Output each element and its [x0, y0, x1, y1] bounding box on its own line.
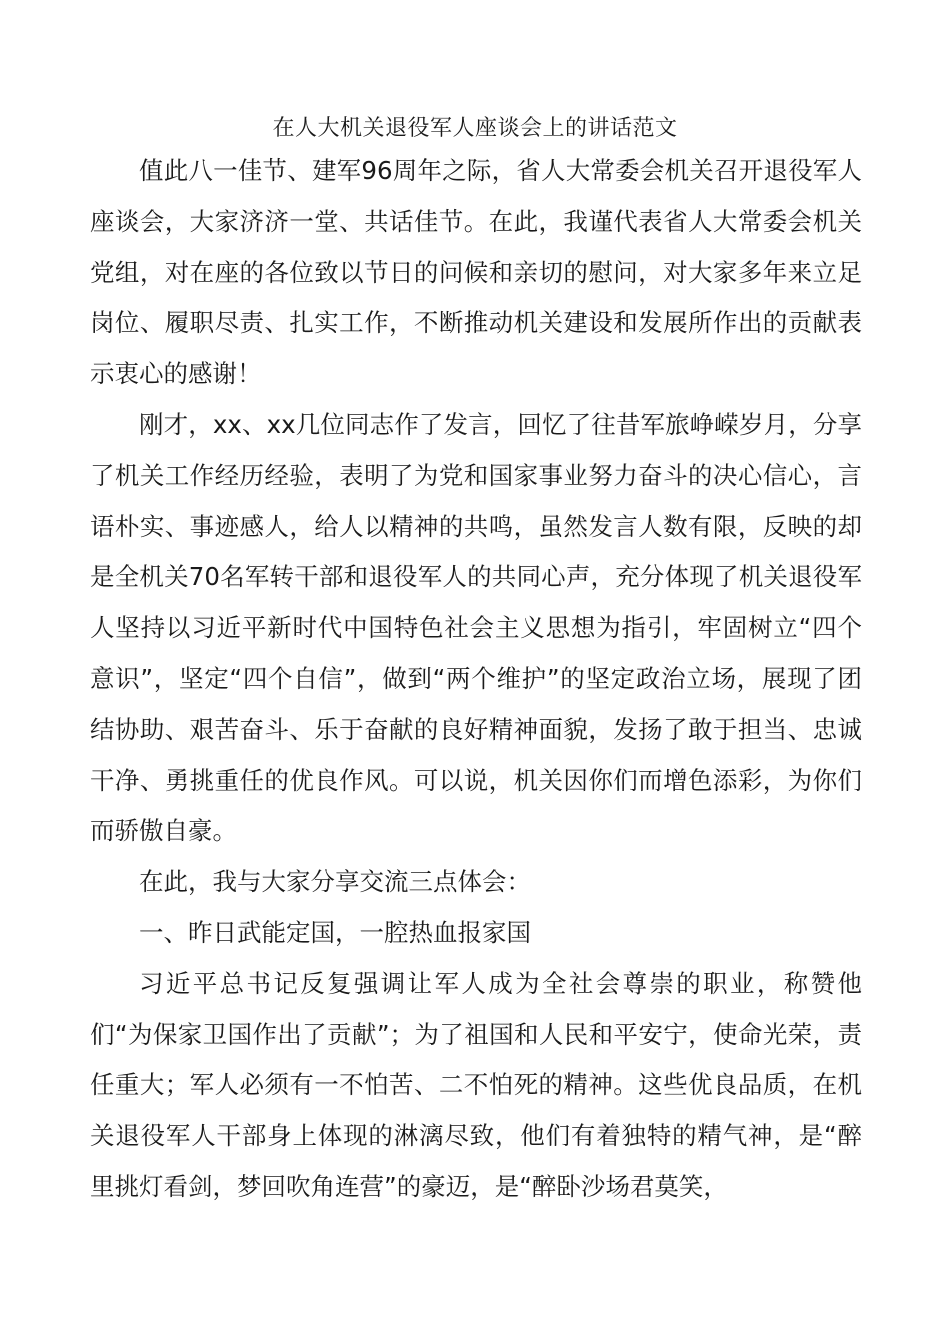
paragraph-intro-points: 在此，我与大家分享交流三点体会： — [139, 867, 531, 897]
document-title: 在人大机关退役军人座谈会上的讲话范文 — [272, 116, 678, 141]
paragraph-speeches-review: 刚才，xx、xx几位同志作了发言，回忆了往昔军旅峥嵘岁月，分享了机关工作经历经验，表明了为党和国家事业努力奋斗的决心信心，言语朴实、事迹感人，给人以精神的共鸣，虽然发言人数有限，反映的却是全机关70名军转干部和退役军人的共同心声，充分体现了机关退役军人坚持以习近平新时代中国特色社会主义思想为指引，牢固树立“四个意识”，坚定“四个自信”，做到“两个维护”的坚定政治立场，展现了团结协助、艰苦奋斗、乐于奋献的良好精神面貌，发扬了敢于担当、忠诚干净、勇挑重任的优良作风。可以说，机关因你们而增色添彩，为你们而骄傲自豪。 — [90, 409, 862, 846]
document-body — [90, 146, 862, 1213]
paragraph-section-1: 习近平总书记反复强调让军人成为全社会尊崇的职业，称赞他们“为保家卫国作出了贡献”；为了祖国和人民和平安宁，使命光荣，责任重大；军人必须有一不怕苦、二不怕死的精神。这些优良品质，在机关退役军人干部身上体现的淋漓尽致，他们有着独特的精气神，是“醉里挑灯看剑，梦回吹角连营”的豪迈，是“醉卧沙场君莫笑， — [90, 968, 862, 1201]
section-heading-1: 一、昨日武能定国，一腔热血报家国 — [139, 917, 531, 947]
paragraph-greeting: 值此八一佳节、建军96周年之际，省人大常委会机关召开退役军人座谈会，大家济济一堂、共话佳节。在此，我谨代表省人大常委会机关党组，对在座的各位致以节日的问候和亲切的慰问，对大家多年来立足岗位、履职尽责、扎实工作，不断推动机关建设和发展所作出的贡献表示衷心的感谢！ — [90, 156, 862, 389]
